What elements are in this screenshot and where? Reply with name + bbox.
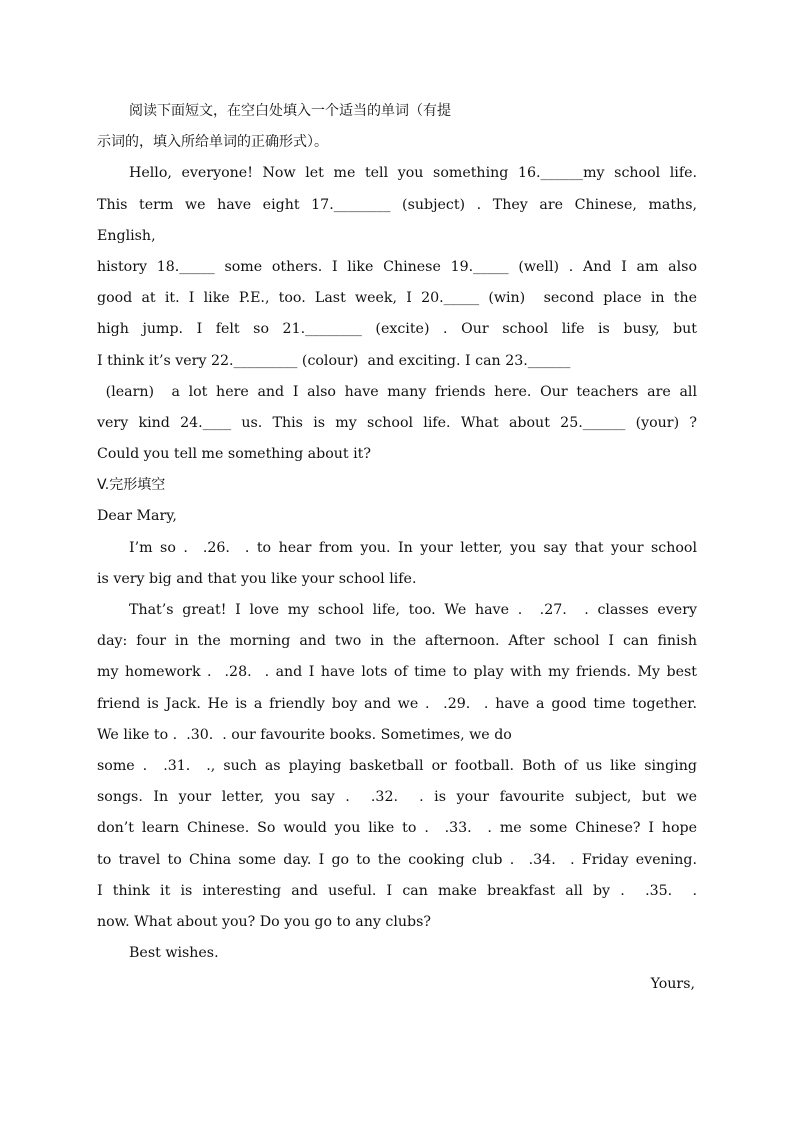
letter-greeting: Dear Mary, (97, 508, 177, 525)
instructions-line-2: 示词的，填入所给单词的正确形式）。 (97, 134, 328, 151)
letter-line: songs. In your letter, you say . .32. . is your favourite subject, but we (97, 789, 697, 806)
letter-line: That’s great! I love my school life, too. We have . .27. . classes every (129, 602, 697, 618)
passage-line: I think it’s very 22._________ (colour) and exciting. I can 23.______ (97, 352, 571, 369)
letter-line: I’m so . .26. . to hear from you. In your letter, you say that your school (129, 539, 697, 556)
fill-in-passage (97, 158, 697, 470)
document-page (97, 96, 697, 1000)
passage-line: (learn) a lot here and I also have many friends here. Our teachers are all (97, 383, 697, 400)
letter-line: I think it is interesting and useful. I can make breakfast all by . .35. . (97, 882, 697, 899)
letter-line: friend is Jack. He is a friendly boy and we . .29. . have a good time together. (97, 695, 697, 712)
letter-line: is very big and that you like your school life. (97, 570, 417, 587)
letter-line: We like to . .30. . our favourite books. Sometimes, we do (97, 726, 512, 743)
passage-line: very kind 24.____ us. This is my school life. What about 25.______ (your) ? (97, 414, 697, 431)
passage-line: Hello, everyone! Now let me tell you something 16.______my school life. (129, 165, 697, 182)
letter-closing: Best wishes. (129, 945, 219, 962)
passage-line: good at it. I like P.E., too. Last week, I 20._____ (win) second place in the (97, 290, 697, 307)
instructions-line-1: 阅读下面短文，在空白处填入一个适当的单词（有提 (129, 103, 451, 119)
letter-line: day: four in the morning and two in the afternoon. After school I can finish (97, 633, 697, 650)
section-title: V.完形填空 (97, 477, 166, 494)
letter-line: to travel to China some day. I go to the cooking club . .34. . Friday evening. (97, 851, 697, 868)
passage-line: This term we have eight 17.________ (subject) . They are Chinese, maths, (97, 196, 697, 213)
letter-line: my homework . .28. . and I have lots of time to play with my friends. My best (97, 664, 697, 681)
passage-line: history 18._____ some others. I like Chinese 19._____ (well) . And I am also (97, 258, 697, 275)
passage-line: English, (97, 227, 156, 244)
passage-line: high jump. I felt so 21.________ (excite) . Our school life is busy, but (97, 321, 697, 338)
letter-line: now. What about you? Do you go to any clubs? (97, 913, 432, 930)
letter-line: some . .31. ., such as playing basketball or football. Both of us like singing (97, 757, 697, 774)
letter (97, 501, 697, 1000)
passage-line: Could you tell me something about it? (97, 446, 371, 463)
letter-signoff: Yours, (650, 976, 695, 993)
letter-line: don’t learn Chinese. So would you like to . .33. . me some Chinese? I hope (97, 820, 697, 837)
